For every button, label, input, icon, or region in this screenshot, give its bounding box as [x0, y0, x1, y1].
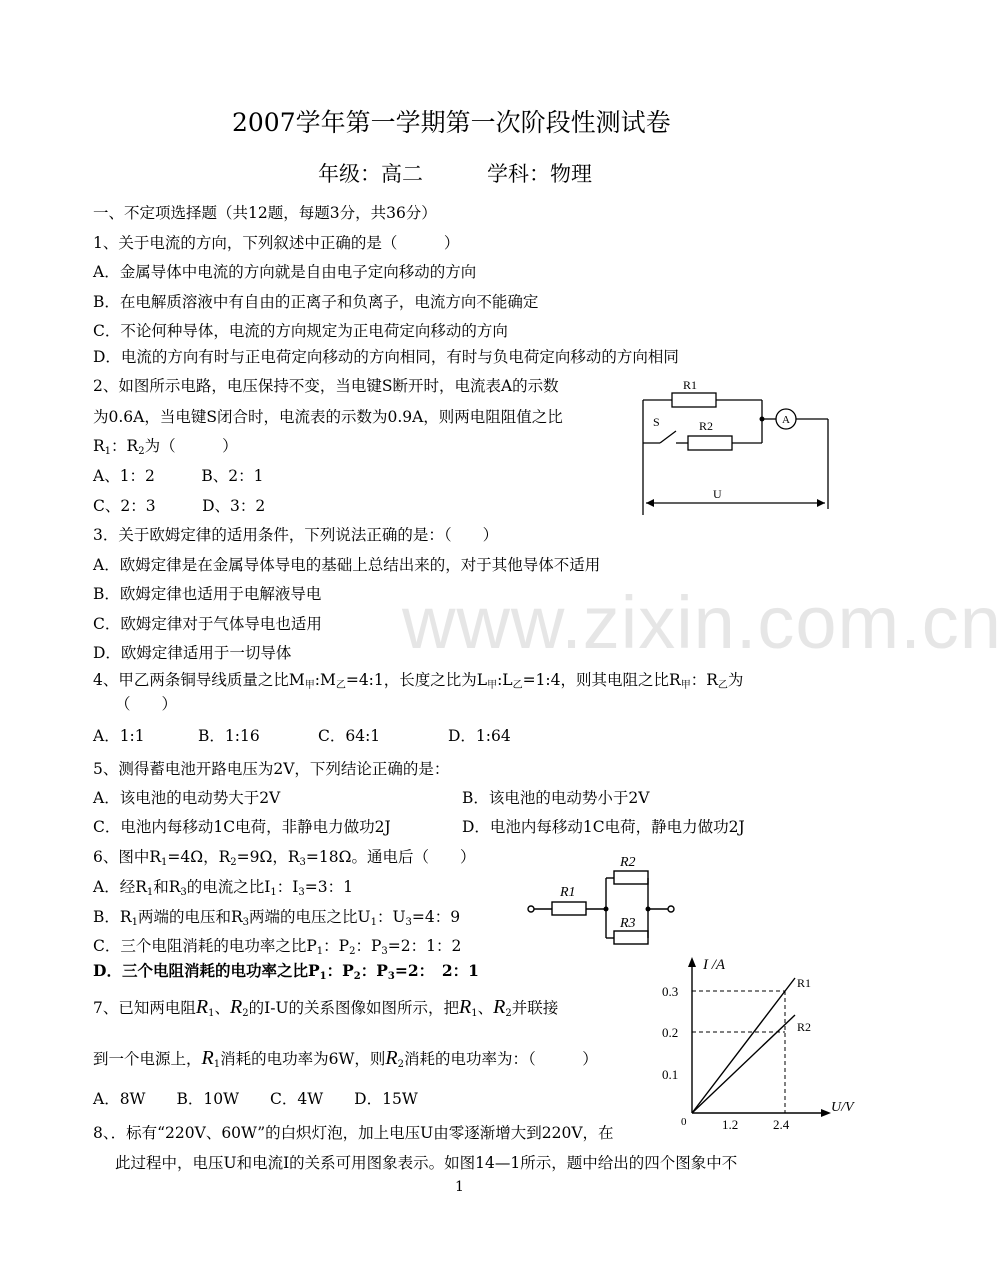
q7-ytick-0.3: 0.3	[662, 984, 679, 999]
q1-option-b: B．在电解质溶液中有自由的正离子和负离子，电流方向不能确定	[93, 293, 539, 311]
q8-stem-line1: 8、．标有“220V、60W”的白炽灯泡，加上电压U由零逐渐增大到220V，在	[93, 1124, 614, 1142]
q8-stem-line2: 此过程中，电压U和电流I的关系可用图象表示。如图14—1所示，题中给出的四个图象中不	[115, 1154, 738, 1172]
q5-option-a: A．该电池的电动势大于2V	[93, 789, 281, 807]
q7-line-r2	[692, 1015, 795, 1113]
q4-option-c: C．64:1	[318, 727, 381, 745]
q7-label-r2: R2	[797, 1020, 812, 1034]
q1-option-a: A．金属导体中电流的方向就是自由电子定向移动的方向	[93, 263, 477, 281]
q4-option-a: A．1:1	[93, 727, 145, 745]
q6-stem: 6、图中$R_1=4\Omega$，$R_2=9\Omega$，$R_3=18\Omega$。通电后（ ）	[93, 848, 476, 868]
q2-label-u: U	[713, 487, 722, 501]
q5-stem: 5、测得蓄电池开路电压为2V，下列结论正确的是：	[93, 760, 450, 778]
q7-stem-line2: 到一个电源上，$R_1$消耗的电功率为6W，则$R_2$消耗的电功率为：（ ）	[93, 1047, 598, 1070]
q6-option-c: C．三个电阻消耗的电功率之比$P_1$：$P_2$：$P_3=2$：1：2	[93, 937, 462, 957]
q7-ylabel: I /A	[703, 957, 726, 973]
q2-circuit-diagram	[636, 375, 836, 520]
q7-ytick-0.1: 0.1	[662, 1067, 679, 1082]
q6-option-d: D．三个电阻消耗的电功率之比$P_1$：$P_2$：$P_3=2$： 2：1	[93, 961, 479, 982]
q7-xtick-1.2: 1.2	[722, 1117, 739, 1132]
q7-xtick-2.4: 2.4	[773, 1117, 790, 1132]
q3-option-c: C．欧姆定律对于气体导电也适用	[93, 615, 322, 633]
page-title: 2007学年第一学期第一次阶段性测试卷	[232, 108, 671, 137]
q4-answer-paren: （ ）	[115, 695, 178, 713]
q2-r2-resistor	[688, 436, 732, 450]
q6-r1-resistor	[552, 902, 586, 915]
q2-label-s: S	[653, 415, 660, 429]
grade-label: 年级：高二	[318, 162, 423, 186]
q2-options-cd: C、2：3 D、3：2	[93, 497, 266, 515]
q7-stem-line1: 7、已知两电阻$R_1$、$R_2$的I-U的关系图像如图所示，把$R_1$、$R_2$并联接	[93, 996, 559, 1019]
q7-line-r1	[692, 978, 795, 1113]
q7-iu-graph	[655, 955, 870, 1135]
q2-stem-line2: 为0.6A，当电键S闭合时，电流表的示数为0.9A，则两电阻阻值之比	[93, 408, 563, 426]
q3-stem: 3．关于欧姆定律的适用条件，下列说法正确的是：（ ）	[93, 526, 499, 544]
q4-option-b: B．1:16	[198, 727, 260, 745]
q1-option-c: C．不论何种导体，电流的方向规定为正电荷定向移动的方向	[93, 322, 508, 340]
q7-ytick-0.2: 0.2	[662, 1025, 679, 1040]
q3-option-d: D．欧姆定律适用于一切导体	[93, 644, 292, 662]
q5-option-d: D．电池内每移动1C电荷，静电力做功2J	[462, 818, 745, 836]
q6-r2-resistor	[614, 871, 648, 884]
q2-label-r2: R2	[699, 419, 714, 433]
section-heading: 一、不定项选择题（共12题，每题3分，共36分）	[93, 204, 437, 222]
q5-option-b: B．该电池的电动势小于2V	[462, 789, 650, 807]
q7-origin: 0	[681, 1116, 687, 1128]
q6-label-r1: R1	[560, 885, 576, 900]
q2-stem-line3: $R_1$：$R_2$为（ ）	[93, 437, 238, 457]
q2-switch-s	[660, 431, 676, 443]
q1-option-d: D．电流的方向有时与正电荷定向移动的方向相同，有时与负电荷定向移动的方向相同	[93, 348, 679, 366]
q3-option-b: B．欧姆定律也适用于电解液导电	[93, 585, 322, 603]
q2-stem-line1: 2、如图所示电路，电压保持不变，当电键S断开时，电流表A的示数	[93, 377, 559, 395]
q3-option-a: A．欧姆定律是在金属导体导电的基础上总结出来的，对于其他导体不适用	[93, 556, 601, 574]
q2-label-a: A	[782, 414, 790, 426]
q2-label-r1: R1	[683, 378, 698, 392]
page-number: 1	[455, 1179, 464, 1195]
q6-option-b: B．$R_1$两端的电压和$R_3$两端的电压之比$U_1$：$U_3=4$：9	[93, 908, 461, 928]
watermark: www.zixin.com.cn	[402, 581, 1002, 664]
q5-option-c: C．电池内每移动1C电荷，非静电力做功2J	[93, 818, 391, 836]
q4-stem: 4、甲乙两条铜导线质量之比$M_甲:M_乙=4:1$，长度之比为$L_甲:L_乙=1:4$，则其电阻之比$R_甲$：$R_乙$为	[93, 671, 744, 691]
q6-label-r3: R3	[620, 916, 636, 931]
q6-r3-resistor	[614, 931, 648, 944]
q4-option-d: D．1:64	[448, 727, 511, 745]
q6-circuit-diagram	[520, 850, 685, 955]
q2-options-ab: A、1：2 B、2：1	[93, 467, 264, 485]
q1-stem: 1、关于电流的方向，下列叙述中正确的是（ ）	[93, 234, 460, 252]
q2-r1-resistor	[672, 393, 716, 407]
q7-options: A．8W B．10W C．4W D．15W	[93, 1090, 418, 1108]
q7-xlabel: U/V	[831, 1100, 854, 1115]
subject-label: 学科：物理	[487, 162, 592, 186]
q6-label-r2: R2	[620, 855, 636, 870]
q7-label-r1: R1	[797, 976, 812, 990]
q6-option-a: A．经$R_1$和$R_3$的电流之比$I_1$：$I_3=3$：1	[93, 878, 354, 898]
